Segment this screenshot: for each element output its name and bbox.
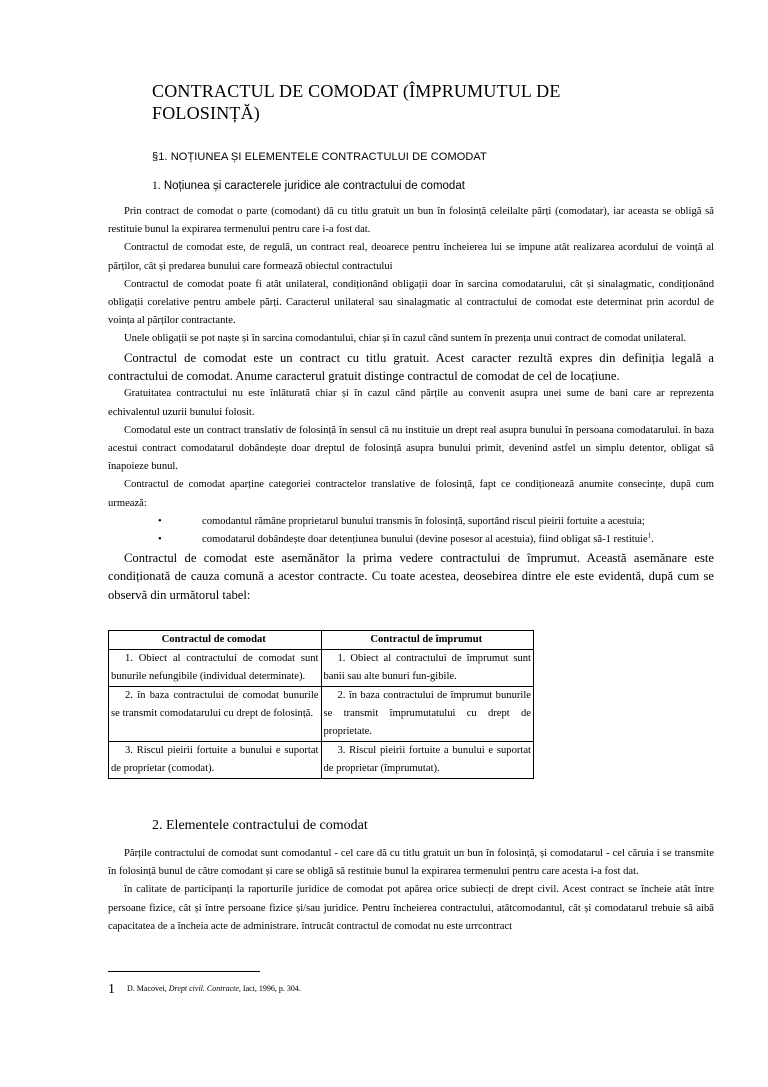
- paragraph: Contractul de comodat este asemănător la prima vedere contractului de împrumut. Această asemănare este condiționată de cauza comună a acestor contracte. Cu toate acestea, deosebirea dintre ele este evidentă, după cum se observă din următorul tabel:: [108, 550, 714, 602]
- paragraph: Contractul de comodat este, de regulă, un contract real, deoarece pentru încheierea lui se impune atât realizarea acordului de voință al părților, cât și predarea bunului care formează obiectul contractului: [108, 242, 714, 272]
- comparison-table: [108, 630, 534, 779]
- paragraph: Contractul de comodat poate fi atât unilateral, condiționând obligații doar în sarcina comodatarului, cât și sinalagmatic, condiționând obligații corelative pentru ambele părți. Caracterul unilateral sau sinalagmatic al contractului de comodat este determinat prin acordul de voința al părților contractante.: [108, 278, 714, 327]
- section-heading: §1. NOȚIUNEA ȘI ELEMENTELE CONTRACTULUI DE COMODAT: [152, 151, 487, 163]
- table-cell: 3. Riscul pieirii fortuite a bunului e suportat de proprietar (împrumutat).: [321, 742, 534, 779]
- list-item-text: comodantul rămâne proprietarul bunului transmis în folosință, suportând riscul pieirii fortuite a acestuia;: [202, 515, 645, 527]
- table-cell: 1. Obiect al contractului de împrumut sunt banii sau alte bunuri fun-gibile.: [321, 650, 534, 687]
- footnote: [108, 982, 301, 998]
- subheading-text: Noțiunea și caracterele juridice ale contractului de comodat: [163, 180, 465, 192]
- table-row: [109, 687, 534, 742]
- paragraph: Unele obligații se pot naște și în sarcina comodantului, chiar și în cazul când suntem în prezența unui contract de comodat unilateral.: [124, 333, 687, 345]
- bullet-icon: •: [158, 515, 162, 527]
- table-row: [109, 650, 534, 687]
- table-cell: 3. Riscul pieirii fortuite a bunului e suportat de proprietar (comodat).: [109, 742, 322, 779]
- table-header-row: [109, 631, 534, 650]
- footnote-number: 1: [108, 982, 115, 997]
- paragraph: Părțile contractului de comodat sunt comodantul - cel care dă cu titlu gratuit un bun în folosință, și comodatarul - cel căruia i se transmite în folosință bunul de către comodant și care se obligă să restituie bunul la expirarea termenului pentru care acesta i-a fost dat.: [108, 848, 714, 878]
- title-line-2: FOLOSINȚĂ): [152, 103, 260, 123]
- paragraph: Prin contract de comodat o parte (comodant) dă cu titlu gratuit un bun în folosință celeilalte părți (comodatar), iar aceasta se obligă să restituie bunul la expirarea termenului pentru care i-a fost dat.: [108, 206, 714, 236]
- footnote-work: Drept civil. Contracte,: [168, 984, 241, 993]
- table-cell: 1. Obiect al contractului de comodat sunt bunurile nefungibile (individual determinate).: [109, 650, 322, 687]
- footnote-rest: Iaci, 1996, p. 304.: [242, 984, 301, 993]
- table-row: [109, 742, 534, 779]
- subheading-elements: 2. Elementele contractului de comodat: [152, 818, 368, 833]
- title-line-1: CONTRACTUL DE COMODAT (ÎMPRUMUTUL DE: [152, 81, 561, 101]
- paragraph: Contractul de comodat aparține categoriei contractelor translative de folosință, fapt ce condiționează anumite consecințe, după cum urmează:: [108, 479, 714, 509]
- list-item: • comodatarul dobândește doar detențiunea bunului (devine posesor al acestuia), fiind obligat să-1 restituie$^1$.: [108, 531, 714, 549]
- paragraph: Comodatul este un contract translativ de folosință în sensul că nu instituie un drept real asupra bunului în persoana comodatarului. în baza acestui contract comodatarul dobândește doar dreptul de folosință asupra bunului primit, devenind astfel un simplu detentor, obligat să înapoieze bunul.: [108, 424, 714, 473]
- list-item-text: comodatarul dobândește doar detențiunea bunului (devine posesor al acestuia), fiind obligat să-1 restituie: [202, 533, 648, 545]
- subheading-notion: [152, 180, 465, 192]
- body-section-1: [108, 203, 714, 604]
- paragraph: Gratuitatea contractului nu este înlăturată chiar și în cazul când părțile au convenit asupra unei sume de bani care ar reprezenta echivalentul uzurii bunului folosit.: [108, 388, 714, 418]
- body-section-2: [108, 845, 714, 936]
- footnote-divider: [108, 971, 260, 972]
- consequences-list: [108, 513, 714, 549]
- subheading-number: 1.: [152, 180, 161, 192]
- paragraph: în calitate de participanți la raporturile juridice de comodat pot apărea orice subiecți de drept civil. Acest contract se încheie atât între persoane fizice, cât și între persoane fizice și/sau juridice. Pentru încheierea contractului, atâtcomodantul, cât și comodatarul trebuie să aibă capacitatea de a încheia acte de administrare. întrucât contractul de comodat nu este urrcontract: [108, 884, 714, 932]
- footnote-author: D. Macovei,: [127, 984, 167, 993]
- paragraph: Contractul de comodat este un contract cu titlu gratuit. Acest caracter rezultă expres din definiția legală a contractului de comodat. Anume caracterul gratuit distinge contractul de comodat de cel de locațiune.: [108, 350, 714, 384]
- table-cell: 2. în baza contractului de împrumut bunurile se transmit împrumutatului cu drept de proprietate.: [321, 687, 534, 742]
- column-header: Contractul de împrumut: [321, 631, 534, 650]
- bullet-icon: •: [158, 533, 162, 545]
- column-header: Contractul de comodat: [109, 631, 322, 650]
- table-cell: 2. în baza contractului de comodat bunurile se transmit comodatarului cu drept de folosință.: [109, 687, 322, 742]
- footnote-reference[interactable]: 1: [647, 531, 652, 540]
- document-title: [152, 80, 572, 124]
- list-item: [108, 513, 714, 531]
